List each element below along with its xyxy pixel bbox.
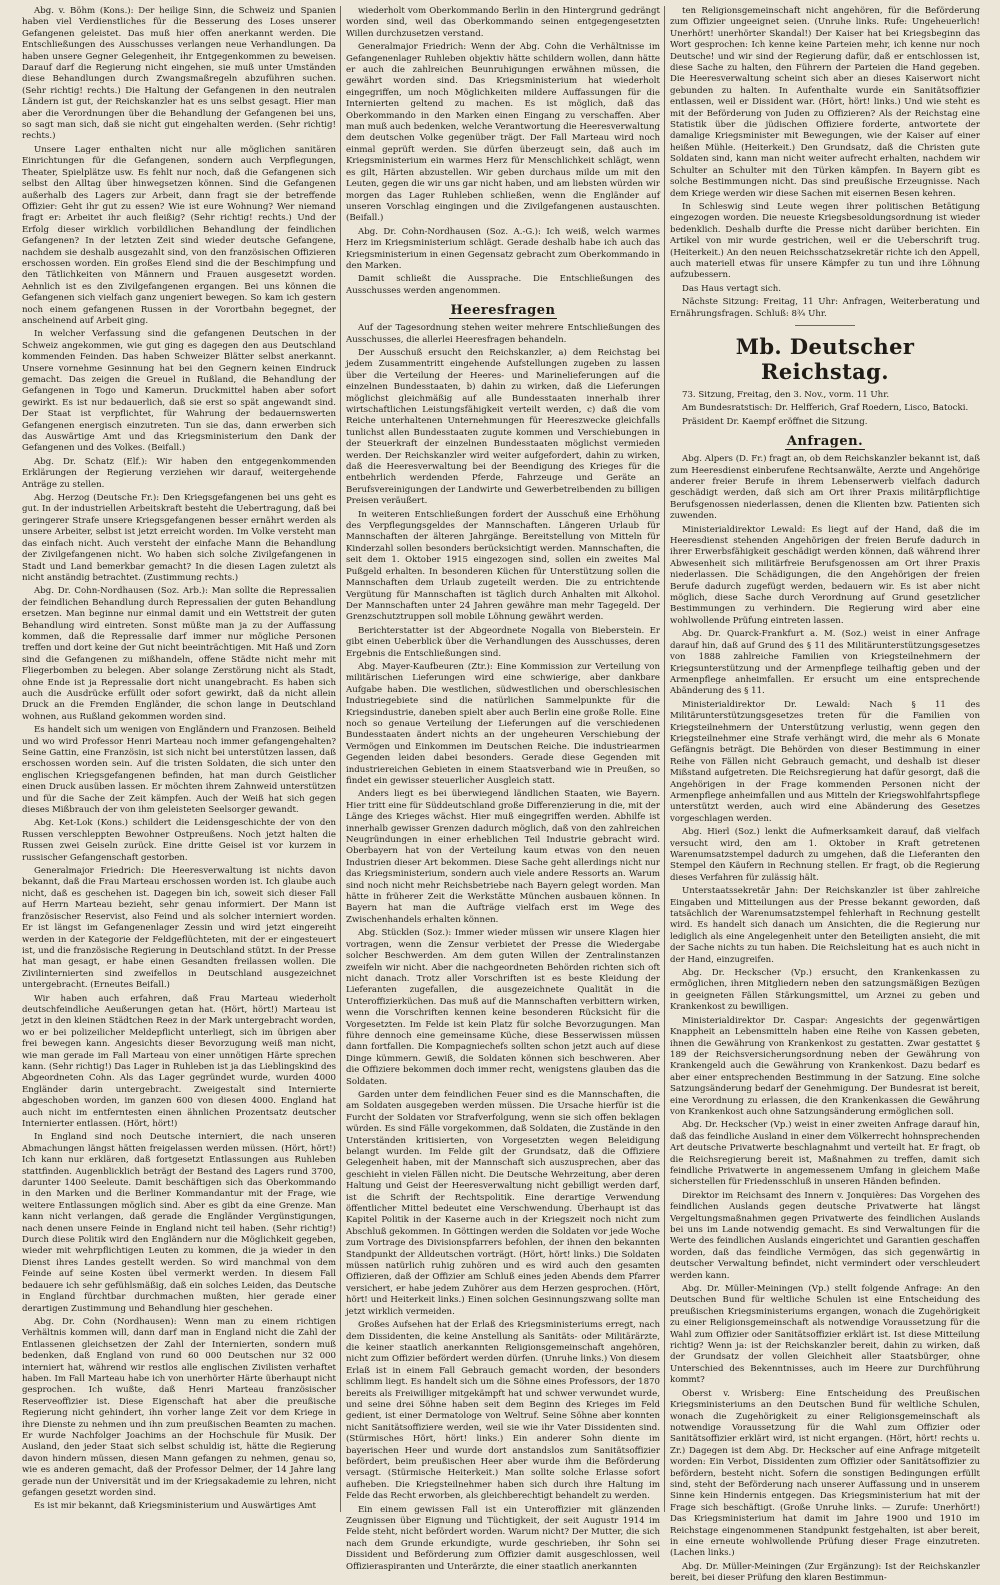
section-heading-text: Heeresfragen: [450, 303, 556, 319]
paragraph: Ministerialdirektor Dr. Caspar: Angesichts der gegenwärtigen Knappheit an Lebensmitteln haben eine Reihe von Kassen gebeten, ihnen die Gewährung von Krankenkost zu gestatten. Zwar gestattet § 189 der Reichsversicherungsordnung neben der Gewährung von Krankengeld auch die Gewährung von Krankenkost. Dazu bedarf es aber einer entsprechenden Bestimmung in der Satzung. Eine solche Satzungsänderung bedarf der Genehmigung. Der Bundesrat ist bereit, eine Verordnung zu erlassen, die den Krankenkassen die Gewährung von Krankenkost auch ohne Satzungsänderung ermöglichen soll.: [670, 1015, 980, 1117]
paragraph: Ein einem gewissen Fall ist ein Unteroffizier mit glänzenden Zeugnissen über Eignung und Tüchtigkeit, der seit Augustr 1914 im Felde steht, nicht befördert worden. Warum nicht? Der Mutter, die sich nach dem Grunde erkundigte, wurde geschrieben, ihr Sohn sei Dissident und Beförderung zum Offizier damit ausgeschlossen, weil Offizieraspiranten und Unterärzte, die einer staatlich anerkannten: [346, 1504, 660, 1572]
paragraph: Abg. Dr. Heckscher (Vp.) weist in einer zweiten Anfrage darauf hin, daß das feindliche Ausland in einer dem Völkerrecht hohnsprechenden Art deutsche Privatwerte beschlagnahmt und verteilt hat. Er fragt, ob die Reichsregierung bereit ist, Maßnahmen zu treffen, damit sich feindliche Privatwerte in angemessenem Umfang in gleichem Maße sicherstellen für Friedensschluß in unseren Händen befinden.: [670, 1120, 980, 1188]
paragraph: Damit schließt die Aussprache. Die Entschließungen des Ausschusses werden angenommen.: [346, 274, 660, 296]
paragraph: Direktor im Reichsamt des Innern v. Jonquières: Das Vorgehen des feindlichen Auslands gegen deutsche Privatwerte hat längst Vergeltungsmaßnahmen gegen Privatwerte des feindlichen Auslands bei uns im Lande notwendig gemacht. Es sind Verwaltungen für die Werte des feindlichen Auslands eingerichtet und Garantien geschaffen worden, daß das feindliche Vermögen, das sich gegenwärtig in deutscher Verwaltung befindet, nicht vermindert oder verschleudert werden kann.: [670, 1190, 980, 1281]
paragraph: Unsere Lager enthalten nicht nur alle möglichen sanitären Einrichtungen für die Gefangenen, sondern auch Verpflegungen, Theater, Spielplätze usw. Es fehlt nur noch, daß die Gefangenen sich selbst den Alltag über hinwegsetzen können. Sind die Gefangenen außerhalb des Lagers zur Arbeit, dann fragt sie der betreffende Offizier: Geht ihr gut zu essen? Wie ist eure Wohnung? Wer niemand fragt er: Arbeitet ihr auch fleißig? (Sehr richtig! rechts.) Und der Erfolg dieser wirklich vorbildlichen Behandlung der feindlichen Gefangenen? In der letzten Zeit sind wieder deutsche Gefangene, nachdem sie deshalb ausgezahlt sind, von den französischen Offizieren erschossen worden. Ein großes Elend sind die der Beschimpfung und den Tätlichkeiten von Männern und Frauen ausgesetzt worden. Aehnlich ist es den Zivilgefangenen ergangen. Bei uns können die Gefangenen sich vielfach ganz ungeniert bewegen. So kam ich gestern noch einem gefangenen Russen in der Vorortbahn begegnet, der anscheinend auf Arbeit ging.: [22, 144, 336, 326]
paragraph: Es ist mir bekannt, daß Kriegsministerium und Auswärtiges Amt: [34, 1501, 316, 1512]
paragraph: Es handelt sich um wenigen von Engländern und Franzosen. Beiheld und wo wird Professor Henri Marteau noch immer gefangengehalten? Seine Gattin, eine Französin, ist sich nicht bei unterstützen lassen, daß erschossen worden sein. Auf die tristen Soldaten, die sich unter den englischen Kriegsgefangenen befinden, hat man durch Geistlicher einen Druck ausüben lassen. Er möchten ihrem Zahnweid unterstützen und für die Sache der Zeit kämpfen. Auch der Weiß hat sich gegen dieses Mißbrauch der von ihm geleisteten Seelsorger gewandt.: [22, 725, 336, 816]
paragraph: Das Haus vertagt sich.: [682, 283, 782, 294]
column-1: [22, 6, 336, 1512]
paragraph: Am Bundesratstisch: Dr. Helfferich, Graf Roedern, Lisco, Batocki.: [682, 403, 969, 414]
column-3: [670, 6, 980, 1584]
paragraph: Ministerialdirektor Lewald: Es liegt auf der Hand, daß die im Heeresdienst stehenden Angehörigen der freien Berufe dadurch in ihrer Erwerbsfähigkeit geschädigt werden können, daß während ihrer Abwesenheit sich militärfreie Berufsgenossen am Ort ihrer Praxis niederlassen. Die Schädigungen, die den Angehörigen der freien Berufe dadurch zugefügt werden, bedauern wir. Es ist aber nicht möglich, diese Sache durch Verordnung auf Grund gesetzlicher Bestimmungen zu verhindern. Die Regierung wird aber eine wohlwollende Prüfung eintreten lassen.: [670, 524, 980, 626]
paragraph: Abg. Ket-Lok (Kons.) schildert die Leidensgeschichte der von den Russen verschleppten Bewohner Ostpreußens. Noch jetzt halten die Russen zwei Geiseln zurück. Eine dritte Geisel ist vor kurzem in russischer Gefangenschaft gestorben.: [22, 818, 336, 863]
paragraph: Abg. Stücklen (Soz.): Immer wieder müssen wir unsere Klagen hier vortragen, wenn die Zensur verbietet der Presse die Wiedergabe solcher Beschwerden. Am dem guten Willen der Zentralinstanzen zweifeln wir nicht. Aber die nachgeordneten Behörden richten sich oft nicht danach. Trotz aller Vorschriften ist es beste Kleidung der Lieferanten zugefallen, die ausgezeichnete Qualität in die Unteroffizierküchen. Das muß auf die Mannschaften verbittern wirken, wenn die Vorschriften kennen keine besonderen Rücksicht für die Vorgesetzten. Im Felde ist kein Platz für solche Bevorzugungen. Man führe dennoch eine gemeinsame Küche, diese Besserwissen müssen dann fortfallen. Die Kompagniechefs sollten schon jetzt auch auf diese Dinge kümmern. Gewiß, die Soldaten können sich beschweren. Aber die Offiziere bekommen doch immer recht, wenigstens glauben das die Soldaten.: [346, 928, 660, 1087]
paragraph: Ministerialdirektor Dr. Lewald: Nach § 11 des Militärunterstützungsgesetzes treten für die Familien von Kriegsteilnehmern der Unterstützung verlustig, wenn gegen den Kriegsteilnehmer eine Strafe verhängt wird, die mehr als 6 Monate Gefängnis beträgt. Die Behörden von dieser Bestimmung in einer Reihe von Fällen nicht Gebrauch gemacht, und deshalb ist dieser Mißstand aufgetreten. Die Reichsregierung hat dafür gesorgt, daß die Angehörigen in der Frage kommenden Personen nicht der Armenpflege anheimfallen und aus Mitteln der Kriegswohlfahrtspflege unterstützt werden, auch wird eine Abänderung des Gesetzes vorgeschlagen werden.: [670, 699, 980, 824]
paragraph: Abg. Alpers (D. Fr.) fragt an, ob dem Reichskanzler bekannt ist, daß zum Heeresdienst einberufene Rechtsanwälte, Aerzte und Angehörige anderer freier Berufe in ihrem Lebenserwerb vielfach dadurch geschädigt werden, daß sich am Ort ihrer Praxis militärpflichtige Berufsgenossen niederlassen, denen die Klienten bzw. Patienten sich zuwenden.: [670, 454, 980, 522]
paragraph: Generalmajor Friedrich: Die Heeresverwaltung ist nichts davon bekannt, daß die Frau Marteau erschossen worden ist. Ich glaube auch nicht, daß es geschehen ist. Dagegen bin ich, soweit sich dieser Fall auf Herrn Marteau bezieht, sehr genau informiert. Der Mann ist französischer Reservist, also Feind und als solcher interniert worden. Er ist längst im Gefangenenlager Zessin und wird jetzt eingereiht werden in der Kategorie der Feldgeflüchteten, mit der er eingesteuert ist, und die französische Regierung in Deutschland stützt. In der Presse hat man gesagt, er habe einen Gesandten freilassen wollen. Die Zivilinternierten sind zweifellos in Deutschland ausgezeichnet untergebracht. (Erneutes Beifall.): [22, 866, 336, 991]
paragraph: Großes Aufsehen hat der Erlaß des Kriegsministeriums erregt, nach dem Dissidenten, die keine Anstellung als Sanitäts- oder Militärärzte, die keiner staatlich anerkannten Religionsgemeinschaft angehören, nicht zum Offizier befördert werden dürfen. (Unruhe links.) Von diesem Erlaß ist in einem Fall Gebrauch gemacht worden, der besonders schlimm liegt. Es handelt sich um die Söhne eines Professors, der 1870 bereits als Freiwilliger mitgekämpft hat und schwer verwundet wurde, und seine drei Söhne haben seit dem Beginn des Krieges im Feld gedient, ist einer Dermatologe von Weltruf. Seine Söhne aber konnten nicht Sanitätsoffiziere werden, weil sie wie ihr Vater Dissidenten sind. (Stürmisches Hört, hört! links.) Ein anderer Sohn diente im bayerischen Heer und wurde dort anstandslos zum Sanitätsoffizier befördert, beim preußischen Heer aber wurde ihm die Beförderung versagt. (Stürmische Heiterkeit.) Man sollte solche Erlasse sofort aufheben. Die Kriegsteilnehmer haben sich durch ihre Haltung im Felde das Recht erworben, als gleichberechtigt behandelt zu werden.: [346, 1320, 660, 1502]
anfragen-heading: [670, 434, 980, 449]
paragraph: ten Religionsgemeinschaft nicht angehören, für die Beförderung zum Offizier ungeeignet seien. (Unruhe links. Rufe: Ungeheuerlich! Unerhört! unerhörter Skandal!) Der Kaiser hat bei Kriegsbeginn das Wort gesprochen: Ich kenne keine Parteien mehr, ich kenne nur noch Deutsche! und wir sind der Regierung dafür, daß er entschlossen ist, diese Sache zu halten, den Führern der Parteien die Hand gegeben. Die Heeresverwaltung scheint sich aber an dieses Kaiserwort nicht gebunden zu halten. In Aufenthalte wurde ein Sanitätsoffizier entlassen, weil er Dissident war. (Hört, hört! links.) Und wie steht es mit der Beförderung von Juden zu Offizieren? Als der Reichstag eine Statistik über die jüdischen Offiziere forderte, antwortete der damalige Kriegsminister mit Bewegungen, wie der Kaiser auf einer heißen Mühle. (Heiterkeit.) Den Grundsatz, daß die Christen gute Soldaten sind, kann man nicht weiter aufrecht erhalten, nachdem wir Schulter an Schulter mit den Türken kämpfen. In Bayern gibt es solche Bestimmungen nicht. Das sind preußische Erzeugnisse. Nach dem Kriege werden wir diese Sachen mit eisernen Besen kehren.: [670, 6, 980, 199]
section-heading: [346, 303, 660, 318]
paragraph: Abg. Dr. Heckscher (Vp.) ersucht, den Krankenkassen zu ermöglichen, ihren Mitgliedern neben den satzungsmäßigen Bezügen in geeigneten Fällen Stärkungsmittel, um Arznei zu geben und Krankenkost zu bewilligen.: [670, 968, 980, 1013]
paragraph: Auf der Tagesordnung stehen weiter mehrere Entschließungen des Ausschusses, die allerlei Heeresfragen behandeln.: [346, 323, 660, 345]
paragraph: Der Ausschuß ersucht den Reichskanzler, a) dem Reichstag bei jedem Zusammentritt eingehende Aufstellungen zugeben zu lassen über die Verteilung der Heeres- und Marinelieferungen auf die einzelnen Bundesstaaten, b) dahin zu wirken, daß die Lieferungen möglichst gleichmäßig auf alle Bundesstaaten innerhalb ihrer wirtschaftlichen Leistungsfähigkeit verteilt werden, c) daß die vom Reiche unterhaltenen Unternehmungen für Heereszwecke gleichfalls tunlichst allen Bundesstaaten zugute kommen und Verschiebungen in der Steuerkraft der einzelnen Bundesstaaten möglichst vermieden werden. Der Reichskanzler wird weiter aufgefordert, dahin zu wirken, daß die Heeresverwaltung bei der Beendigung des Krieges für die entbehrlich werdenden Pferde, Fahrzeuge und Geräte an Berufsvereinigungen der Landwirte und Gewerbetreibenden zu billigen Preisen veräußert.: [346, 347, 660, 507]
paragraph: In Schleswig sind Leute wegen ihrer politischen Betätigung eingezogen worden. Die neueste Kriegsbesoldungsordnung ist wieder bedenklich. Deshalb durfte die Presse nicht darüber berichten. Ein Artikel von mir wurde gestrichen, weil er die Ueberschrift trug. (Heiterkeit.) An den neuen Reichsschatzsekretär richte ich den Appell, auch materiell etwas für unsere Kämpfer zu tun und ihre Löhnung aufzubessern.: [670, 201, 980, 281]
paragraph: Abg. Herzog (Deutsche Fr.): Den Kriegsgefangenen bei uns geht es gut. In der industriellen Arbeitskraft besteht die Uebertragung, daß bei geringerer Strafe unsere Kriegsgefangenen besser ernährt werden als unsere Arbeiter, selbst ist jetzt erreicht worden. Im Volke versteht man das einfach nicht. Auch versteht der einfache Mann die Behandlung der Zivilgefangenen nicht. Wo haben sich solche Zivilgefangenen in Stadt und Land bemerkbar gemacht? In die diesen Lagen zuletzt als nicht anständig betrachtet. (Zustimmung rechts.): [22, 493, 336, 583]
paragraph: In welcher Verfassung sind die gefangenen Deutschen in der Schweiz angekommen, wie gut ging es dagegen den aus Deutschland kommenden Feinden. Das haben Schweizer Blätter selbst anerkannt. Unsere vornehme Gesinnung hat bei den Gegnern keinen Eindruck gemacht. Das zeigen die Greuel in Rußland, die Behandlung der Gefangenen in Togo und Kamerun. Druckmittel haben aber sofort gewirkt. Es ist nur bedauerlich, daß sie erst so spät angewandt sind. Der Staat ist verpflichtet, für Wahrung der bedauernswerten Gefangenen energisch einzutreten. Tun sie das, dann erwerben sich das Auswärtige Amt und das Kriegsministerium den Dank der Gefangenen und des Volkes. (Beifall.): [22, 329, 336, 454]
paragraph: In weiteren Entschließungen fordert der Ausschuß eine Erhöhung des Verpflegungsgeldes der Mannschaften. Längeren Urlaub für Mannschaften der älteren Jahrgänge. Bereitstellung von Mitteln für Kinderzahl sollen besonders berücksichtigt werden. Mannschaften, die seit dem 1. Oktober 1915 eingezogen sind, sollen ein zweites Mal Pußgeld erhalten. In besonderen Küchen für Unterstützung sollen die Mannschaften dem Urlaub zugeteilt werden. Die zu entrichtende Vergütung für Mannschaften ist täglich durch Anhalten mit Alkohol. Der Mannschaften unter 24 Jahren gewähre man mehr Tagegeld. Der Grenzschutztruppen soll mobile Löhnung gewährt werden.: [346, 509, 660, 623]
separator-rule: [795, 325, 855, 326]
paragraph: Abg. Dr. Quarck-Frankfurt a. M. (Soz.) weist in einer Anfrage darauf hin, daß auf Grund des § 11 des Militärunterstützungsgesetzes von 1888 zahlreiche Familien von Kriegsteilnehmern der Kriegsunterstützung und der Armenpflege teilhaftig geben und der Armenpflege anheimfallen. Er ersucht um eine entsprechende Abänderung des § 11.: [670, 629, 980, 697]
paragraph: Abg. Dr. Cohn-Nordhausen (Soz. A.-G.): Ich weiß, welch warmes Herz im Kriegsministerium schlägt. Gerade deshalb habe ich auch das Kriegsministerium in einen Gegensatz gebracht zum Oberkommando in den Marken.: [346, 226, 660, 271]
paragraph: Präsident Dr. Kaempf eröffnet die Sitzung.: [682, 416, 868, 427]
reichstag-heading: Mb. Deutscher Reichstag.: [735, 333, 915, 384]
paragraph: Abg. Dr. Schatz (Elf.): Wir haben den entgegenkommenden Erklärungen der Regierung verziehen wir darauf, weitergehende Anträge zu stellen.: [22, 456, 336, 490]
paragraph: Abg. v. Böhm (Kons.): Der heilige Sinn, die Schweiz und Spanien haben viel Verdienstliches für die Besserung des Loses unserer Gefangenen geleistet. Das muß hier offen anerkannt werden. Die Entschließungen des Ausschusses verlangen neue Verhandlungen. Da haben unsere Gegner Gelegenheit, ihr Entgegenkommen zu beweisen. Darauf darf die Regierung nicht eingehen, sie muß unter Umständen diese Behandlungen durch Zwangsmaßregeln abzuführen suchen. (Sehr richtig! rechts.) Die Haltung der Gefangenen in den neutralen Ländern ist gut, der Reichskanzler hat es uns selbst gesagt. Hier man aber die Verordnungen über die Behandlung der Gefangenen bei uns, so sagt man sich, daß sie nicht gut eingehalten werden. (Sehr richtig! rechts.): [22, 6, 336, 142]
paragraph: Abg. Dr. Müller-Meiningen (Vp.) stellt folgende Anfrage: An den Deutschen Bund für weltliche Schulen ist eine Entscheidung des preußischen Kriegsministeriums ergangen, wonach die Zugehörigkeit zu einer Religionsgemeinschaft als notwendige Voraussetzung für die Wahl zum Offizier oder Sanitätsoffizier erklärt ist. Ist diese Mitteilung richtig? Wenn ja: ist der Reichskanzler bereit, dahin zu wirken, daß der Grundsatz der vollen Gleichheit aller Staatsbürger, ohne Unterschied des Bekenntnisses, auch im Heere zur Durchführung kommt?: [670, 1284, 980, 1386]
column-2: [346, 6, 660, 1572]
session-line: 73. Sitzung, Freitag, den 3. Nov., vorm. 11 Uhr.: [682, 389, 890, 400]
paragraph: Wir haben auch erfahren, daß Frau Marteau wiederholt deutschfeindliche Aeußerungen getan hat. (Hört, hört!) Marteau ist jetzt in den kleinen Städtchen Reez in der Mark untergebracht worden, wo er bei polizeilicher Meldepflicht unterliegt, sich im übrigen aber frei bewegen kann. Angesichts dieser Bevorzugung weiß man nicht, wie man gerade im Fall Marteau von einer unnötigen Härte sprechen kann. (Sehr richtig!) Das Lager in Ruhleben ist ja das Lieblingskind des Abgeordneten Cohn. Als das Lager gegründet wurde, wurden 4000 Engländer darin untergebracht. Zweigestalt sind Internierte abgeschoben worden, im ganzen 600 von diesen 4000. England hat auch nicht im entferntesten einen ähnlichen Prozentsatz deutscher Internierter entlassen. (Hört, hört!): [22, 993, 336, 1129]
paragraph: Oberst v. Wrisberg: Eine Entscheidung des Preußischen Kriegsministeriums an den Deutschen Bund für weltliche Schulen, wonach die Zugehörigkeit zu einer Religionsgemeinschaft als notwendige Voraussetzung für die Wahl zum Offizier oder Sanitätsoffizier erklärt wird, ist nicht ergangen. (Hört, hört! rechts u. Zr.) Dagegen ist dem Abg. Dr. Heckscher auf eine Anfrage mitgeteilt worden: Ein Verbot, Dissidenten zum Offizier oder Sanitätsoffizier zu befördern, besteht nicht. Sofern die sonstigen Bedingungen erfüllt sind, steht der Beförderung nach unserer Auffassung und in unserem Sinne kein Hindernis entgegen. Das Kriegsministerium hat mit der Frage sich beschäftigt. (Große Unruhe links. — Zurufe: Unerhört!) Das Kriegsministerium hat damit im Jahre 1900 und 1910 im Reichstage eingenommenen Standpunkt festgehalten, ist aber bereit, in eine erneute wohlwollende Prüfung dieser Frage einzutreten. (Lachen links.): [670, 1388, 980, 1559]
paragraph: Abg. Dr. Cohn-Nordhausen (Soz. Arb.): Man sollte die Repressalien der feindlichen Behandlung durch Repressalien der guten Behandlung ersetzen. Man beginne nur einmal damit und ein Wettstreit der guten Behandlung wird eintreten. Sonst müßte man ja zu der Auffassung kommen, daß die Repressalie darf immer nur mögliche Personen treffen und dort keine der Gut nicht beeinträchtigen. Mit Haß und Zorn sind die Gefangenen zu mißhandeln, offene Städte nicht mehr mit Fliegerbomben zu belegen. Aber solange Zerstörung nicht als Stadt, ohne Ende ist ja Repressalie dort nicht unangebracht. Es haben sich auch die Ausdrücke erfüllt oder sofort gewirkt, daß da nicht allein Druck an die Fremden Engländer, die schon lange in Deutschland wohnen, aus Rußland gekommen worden sind.: [22, 586, 336, 722]
paragraph: In England sind noch Deutsche interniert, die nach unseren Abmachungen längst hätten freigelassen werden müssen. (Hört, hört!) Ich kann nur erklären, daß fortgesetzt Entlassungen aus Ruhleben stattfinden. Augenblicklich beträgt der Bestand des Lagers rund 3700, darunter 1400 Seeleute. Damit beschäftigen sich das Oberkommando in den Marken und die Berliner Kommandantur mit der Frage, wie weitere Entlassungen möglich sind. Aber es gibt da eine Grenze. Man kann nicht verlangen, daß gerade die Engländer Vergünstigungen, nach denen unsere Feinde in England nicht teil haben. (Sehr richtig!) Durch diese Politik wird den Engländern nur die Möglichkeit gegeben, wieder mit wehrpflichtigen Leuten zu kommen, die ja wieder in den Dienst ihres Landes gestellt werden. So wird manchmal von dem Feinde auf seine Kosten übel vermerkt werden. In diesem Fall bedauere ich sehr gefühlsmäßig, daß ein solches Leiden, das Deutsche in England fürchtbar durchmachen mußten, hier gerade einer derartigen Zustimmung und Behandlung hier geschehen.: [22, 1132, 336, 1314]
paragraph: Anders liegt es bei überwiegend ländlichen Staaten, wie Bayern. Hier tritt eine für Süddeutschland große Differenzierung in die, mit der Länge des Krieges wächst. Hier muß eingegriffen werden. Abhilfe ist innerhalb gewisser Grenzen dadurch möglich, daß von den zahlreichen Neugründungen in einer erheblichen Teil Industrie gebracht wird. Oberbayern hat von der Verteilung kaum etwas von den neuen Industrien dieser Art bekommen. Diese Sache geht allerdings nicht nur das Kriegsministerium, sondern auch viele andere Ressorts an. Warum sind noch nicht mehr Reichsbetriebe nach Bayern gelegt worden. Man hätte in früherer Zeit die Werkstätte München ausbauen können. In Bayern hat man die Aufträge vielfach erst im Wege des Zwischenhandels erhalten können.: [346, 789, 660, 925]
paragraph: Abg. Mayer-Kaufbeuren (Ztr.): Eine Kommission zur Verteilung von militärischen Lieferungen wird eine schwierige, aber dankbare Aufgabe haben. Die westlichen, südwestlichen und oberschlesischen Industriegebiete sind die natürlichen Sammelpunkte für die Kriegsindustrie, daneben spielt aber auch Berlin eine große Rolle. Eine noch so genaue Verteilung der Lieferungen auf die verschiedenen Bundesstaaten ändert nichts an der ungeheuren Verschiebung der Vermögen und Einkommen im Deutschen Reiche. Die industriearmen Gegenden leiden dabei besonders. Gerade diese Gegenden mit industriereichen Gebieten in einem Staatsverband wie in Preußen, so findet ein gewisser steuerlicher Ausgleich statt.: [346, 661, 660, 786]
anfragen-heading-text: Anfragen.: [786, 434, 864, 450]
column-divider: [664, 6, 665, 1512]
paragraph: Abg. Dr. Müller-Meiningen (Zur Ergänzung): Ist der Reichskanzler bereit, bei dieser Prüfung den klaren Bestimmun-: [670, 1561, 980, 1584]
paragraph: Berichterstatter ist der Abgeordnete Nogalla von Bieberstein. Er gibt einen Ueberblick über die Verhandlungen des Ausschusses, deren Ergebnis die Entschließungen sind.: [346, 625, 660, 659]
paragraph: Generalmajor Friedrich: Wenn der Abg. Cohn die Verhältnisse im Gefangenenlager Ruhleben objektiv hätte schildern wollen, dann hätte er auch die zahlreichen Beunruhigungen erwähnen müssen, die gewährt worden sind. Das Kriegsministerium hat wiederholt eingegriffen, um noch Möglichkeiten mildere Auffassungen für die Internierten geltend zu machen. Es ist möglich, daß das Oberkommando in den Marken einen Eingang zu verschaffen. Aber man muß auch bedenken, welche Verantwortung die Heeresverwaltung dem deutschen Volke gegenüber trägt. Der Fall Marteau wird noch einmal geprüft werden. Sie dürfen überzeugt sein, daß auch im Kriegsministerium ein warmes Herz für Menschlichkeit schlägt, wenn es gilt, Härten abzustellen. Wir geben durchaus milde um mit den Leuten, gegen die wir uns gar nicht haben, und am liebsten würden wir morgen das Lager Ruhleben schließen, wenn die Engländer auf unseren Vorschlag eingingen und die Zivilgefangenen austauschten. (Beifall.): [346, 42, 660, 224]
paragraph: wiederholt vom Oberkommando Berlin in den Hintergrund gedrängt worden sind, weil das Oberkommando seinen entgegengesetzten Willen durchzusetzen verstand.: [346, 6, 660, 39]
paragraph: Abg. Dr. Cohn (Nordhausen): Wenn man zu einem richtigen Verhältnis kommen will, dann darf man in England nicht die Zahl der Entlassenen gleichsetzen der Zahl der Internierten, sondern muß bedenken, daß England von rund 60 000 Deutschen nur 32 000 interniert hat, während wir restlos alle englischen Zivilisten verhaftet haben. Im Fall Marteau habe ich von unerhörter Härte überhaupt nicht gesprochen. Ich wußte, daß Henri Marteau französischer Reserveoffizier ist. Diese Eigenschaft hat aber die preußische Regierung nicht gehindert, ihn vorher lange Zeit vor dem Kriege in ihre Dienste zu nehmen und ihn zum preußischen Beamten zu machen. Er wurde Nachfolger Joachims an der Hochschule für Musik. Der Ausland, den jeder Staat sich selbst schuldig ist, hätte die Regierung davon hindern müssen, diesen Mann gefangen zu nehmen, genau so, wie es anderen gemacht, daß der Professor Delmer, der 14 Jahre lang gerade nun der Universität und im der Kriegsakademie zu lehren, nicht gefangen gesetzt worden sind.: [22, 1316, 336, 1498]
paragraph: Garden unter dem feindlichen Feuer sind es die Mannschaften, die am Soldaten ausgegeben werden müssen. Die Ursache hierfür ist die Furcht der Soldaten vor Strafverfolgung, wenn sie sich offen beklagen würden. Es sind Fälle vorgekommen, daß Soldaten, die Zustände in den Unterständen kritisierten, von Vorgesetzten wegen Beleidigung belangt wurden. Im Felde gilt der Grundsatz, daß die Offiziere Gelegenheit haben, mit der Mannschaft sich auszusprechen, aber das geschieht in vielen Fällen nicht. Die Deutsche Wehrzeitung, aber deren Haltung und Geist der Heeresverwaltung nicht gebilligt werden darf, ist die Schrift der Rechtspolitik. Eine derartige Verwendung öffentlicher Mittel bedeutet eine Verschwendung. Überhaupt ist das Kapitel Politik in der Kaserne auch in der Kriegszeit noch nicht zum Abschluß gekommen. In Göttingen werden die Soldaten vor jede Woche zum Vortrage des Divisionspfarrers befohlen, der ihnen den bekannten Standpunkt der Alldeutschen vorträgt. (Hört, hört! links.) Die Soldaten müssen natürlich ruhig zuhören und es wird auch den gesamten Offizieren, daß der Offizier am Schluß eines jeden Abends dem Pfarrer versichert, er habe jedem Zuhörer aus dem Herzen gesprochen. (Hört, hört! und Heiterkeit links.) Einen solchen Gesinnungszwang sollte man jetzt wirklich vermeiden.: [346, 1089, 660, 1317]
column-divider: [340, 6, 341, 1512]
paragraph: Nächste Sitzung: Freitag, 11 Uhr: Anfragen, Weiterberatung und Ernährungsfragen. Schluß: 8¾ Uhr.: [670, 297, 980, 319]
paragraph: Unterstaatssekretär Jahn: Der Reichskanzler ist über zahlreiche Eingaben und Mitteilungen aus der Presse bekannt geworden, daß tatsächlich der Warenumsatzstempel fehlerhaft in Rechnung gestellt wird. Es handelt sich danach um Ansichten, die die Regierung nur lediglich als eine Angelegenheit unter den Beteiligten ansieht, die mit der Sache nichts zu tun haben. Die Reichsleitung hat es auch nicht in der Hand, einzugreifen.: [670, 886, 980, 965]
paragraph: Abg. Hierl (Soz.) lenkt die Aufmerksamkeit darauf, daß vielfach versucht wird, den am 1. Oktober in Kraft getretenen Warenumsatzstempel dadurch zu umgehen, daß die Lieferanten den Stempel den Käufern in Rechnung stellen. Er fragt, ob die Regierung dieses Verfahren für zulässig hält.: [670, 827, 980, 883]
